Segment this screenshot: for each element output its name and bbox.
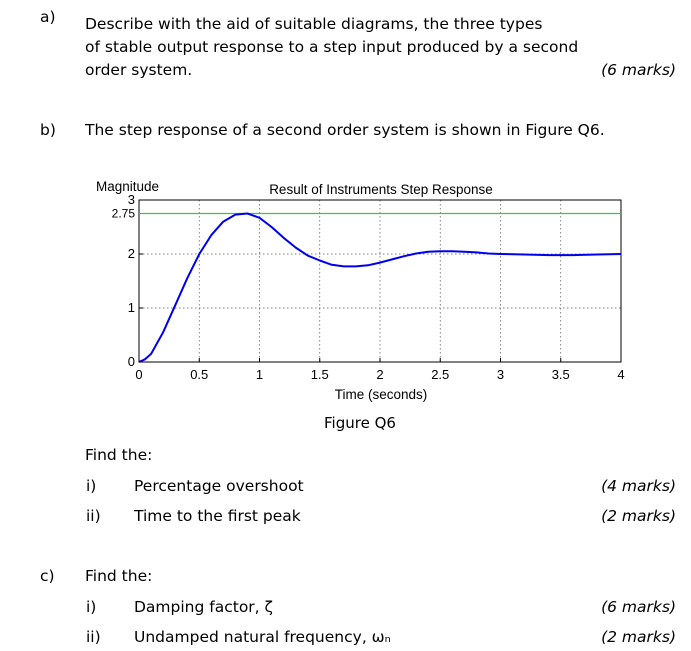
y-tick-label-1: 1 <box>127 300 135 315</box>
x-tick-label-8: 4 <box>617 367 625 382</box>
part-c-item-1-num: i) <box>86 598 97 616</box>
x-tick-label-1: 0.5 <box>190 367 209 382</box>
figure-caption: Figure Q6 <box>324 414 396 432</box>
part-b-label: b) <box>40 121 56 139</box>
x-axis-label: Time (seconds) <box>334 387 428 402</box>
part-b-item-1-marks: (4 marks) <box>601 477 676 495</box>
part-a-line-3: order system. <box>85 61 193 79</box>
y-tick-label-3: 3 <box>127 192 135 207</box>
part-a-label: a) <box>40 8 56 26</box>
part-c-item-1-marks: (6 marks) <box>601 598 676 616</box>
chart-ticks <box>112 192 625 382</box>
part-b-item-2-marks: (2 marks) <box>601 507 676 525</box>
part-b-find: Find the: <box>85 446 153 464</box>
part-c-item-1-text: Damping factor, ζ <box>134 598 273 616</box>
y-tick-label-0: 0 <box>127 354 135 369</box>
x-tick-label-4: 2 <box>376 367 384 382</box>
x-tick-label-5: 2.5 <box>431 367 450 382</box>
part-c-item-2-marks: (2 marks) <box>601 628 676 646</box>
part-c-item-2-num: ii) <box>86 628 101 646</box>
part-b-item-1-text: Percentage overshoot <box>134 477 304 495</box>
y-tick-label-2-75: 2.75 <box>111 206 135 221</box>
y-axis-label: Magnitude <box>96 179 160 194</box>
part-c-label: c) <box>40 567 55 585</box>
x-tick-label-7: 3.5 <box>551 367 570 382</box>
part-a-line-1: Describe with the aid of suitable diagrams, the three types <box>85 15 543 33</box>
part-b-item-1-num: i) <box>86 477 97 495</box>
x-tick-label-3: 1.5 <box>310 367 329 382</box>
y-tick-label-2: 2 <box>127 246 135 261</box>
x-tick-label-0: 0 <box>135 367 143 382</box>
part-b-item-2-text: Time to the first peak <box>134 507 301 525</box>
part-c-item-2-text: Undamped natural frequency, ωₙ <box>134 628 391 646</box>
x-tick-label-2: 1 <box>255 367 264 382</box>
chart-title: Result of Instruments Step Response <box>269 182 493 197</box>
x-tick-label-6: 3 <box>496 367 505 382</box>
part-b-text: The step response of a second order system is shown in Figure Q6. <box>85 121 605 139</box>
part-b-item-2-num: ii) <box>86 507 101 525</box>
chart-grid <box>139 200 621 362</box>
part-a-line-2: of stable output response to a step input produced by a second <box>85 38 579 56</box>
response-curve <box>139 214 621 363</box>
part-a-marks: (6 marks) <box>601 61 676 79</box>
part-c-find: Find the: <box>85 567 153 585</box>
